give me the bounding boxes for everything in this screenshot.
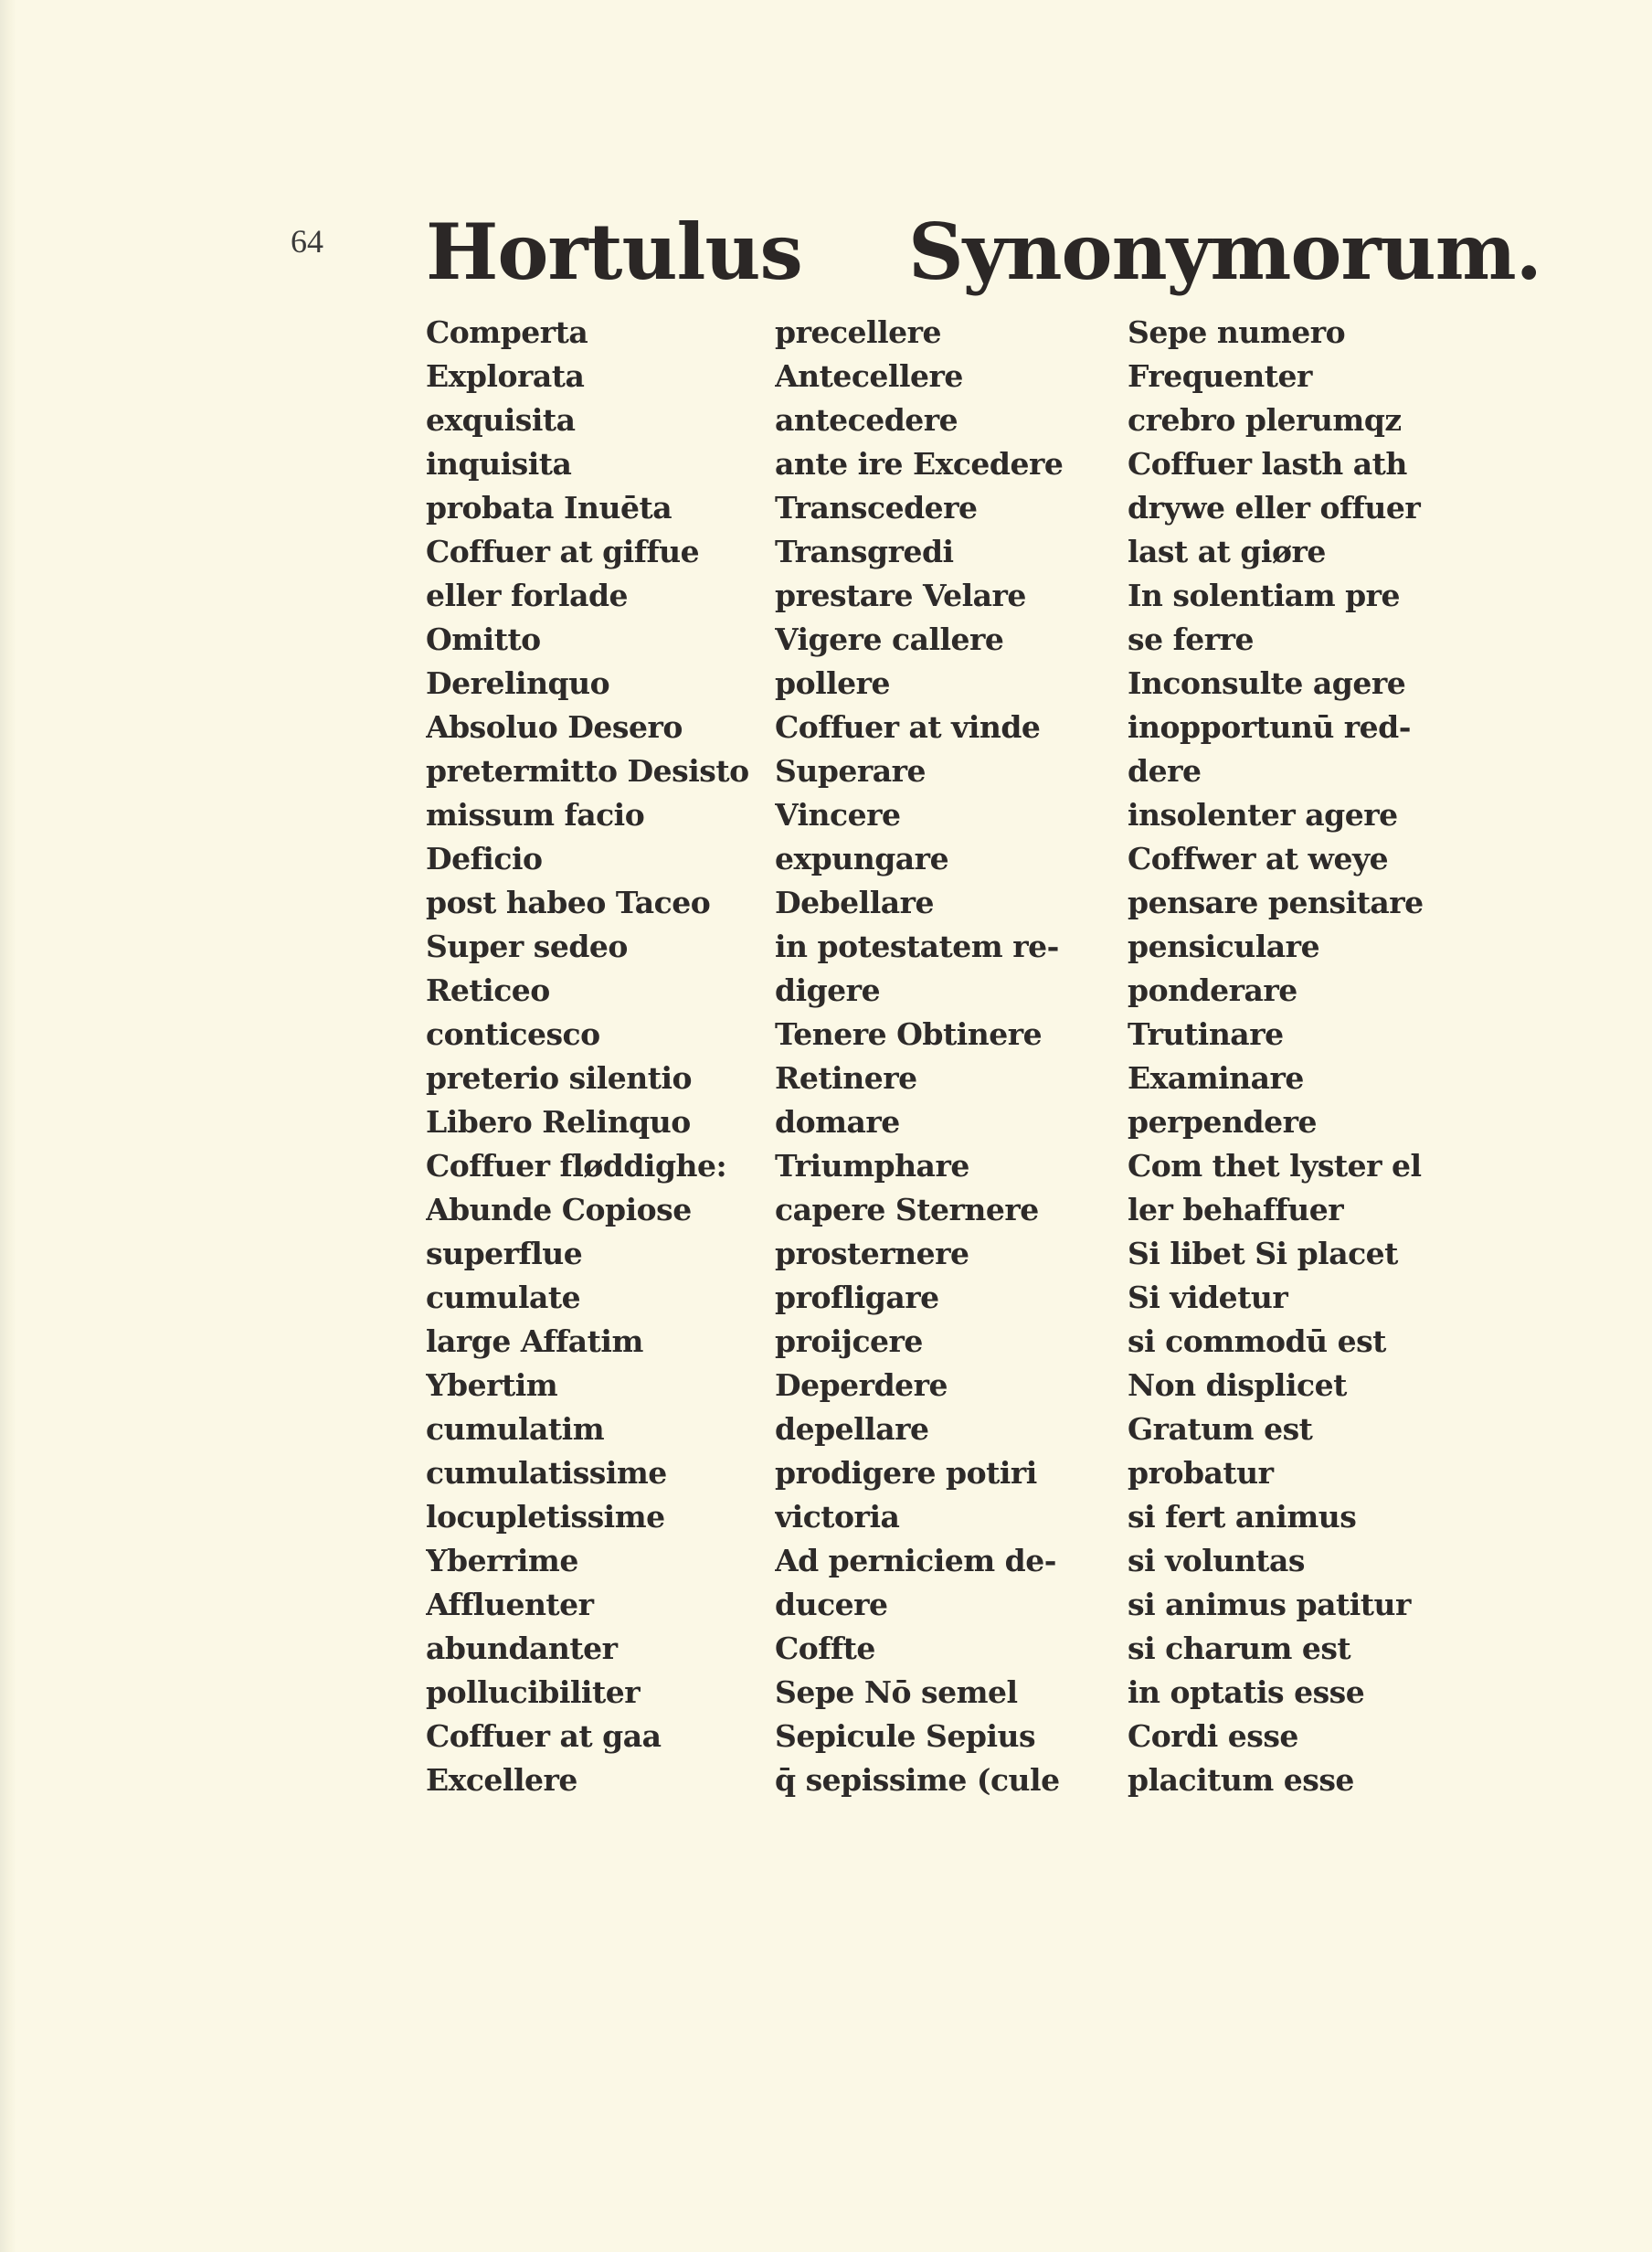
text-line: post habeo Taceo <box>426 885 711 920</box>
text-line: Cordi esse <box>1128 1718 1298 1754</box>
text-line: cumulatim <box>426 1411 605 1447</box>
text-line: Vigere callere <box>775 621 1004 657</box>
text-line: superflue <box>426 1236 583 1271</box>
text-line: Superare <box>775 753 927 789</box>
text-line: cumulatissime <box>426 1455 667 1491</box>
text-line: capere Sternere <box>775 1192 1039 1227</box>
text-line: Coffwer at weye <box>1128 841 1389 876</box>
text-line: ler behaffuer <box>1128 1192 1344 1227</box>
text-line: digere <box>775 972 881 1008</box>
text-line: q̄ sepissime (cule <box>775 1762 1060 1798</box>
text-line: profligare <box>775 1280 939 1315</box>
text-line: Triumphare <box>775 1148 969 1184</box>
text-line: preterio silentio <box>426 1060 693 1096</box>
title-hortulus: Hortulus <box>426 207 802 297</box>
text-line: Comperta <box>426 314 588 350</box>
text-columns <box>0 311 1652 1828</box>
text-line: Excellere <box>426 1762 577 1798</box>
text-line: inquisita <box>426 446 572 482</box>
text-line: Coffuer lasth ath <box>1128 446 1407 482</box>
text-line: Libero Relinquo <box>426 1104 691 1140</box>
text-line: Deperdere <box>775 1367 948 1403</box>
text-line: pollere <box>775 665 891 701</box>
text-line: Transcedere <box>775 490 978 526</box>
text-line: pensare pensitare <box>1128 885 1424 920</box>
text-line: locupletissime <box>426 1499 665 1535</box>
text-line: Gratum est <box>1128 1411 1313 1447</box>
text-line: depellare <box>775 1411 929 1447</box>
text-line: Sepe numero <box>1128 314 1346 350</box>
text-line: si animus patitur <box>1128 1587 1411 1622</box>
text-line: probatur <box>1128 1455 1274 1491</box>
text-line: antecedere <box>775 402 958 438</box>
text-line: Non displicet <box>1128 1367 1347 1403</box>
text-line: si fert animus <box>1128 1499 1357 1535</box>
text-line: ante ire Excedere <box>775 446 1064 482</box>
text-line: Com thet lyster el <box>1128 1148 1422 1184</box>
text-line: Inconsulte agere <box>1128 665 1406 701</box>
text-line: eller forlade <box>426 578 629 613</box>
text-line: large Affatim <box>426 1323 643 1359</box>
text-line: missum facio <box>426 797 645 833</box>
text-line: proijcere <box>775 1323 923 1359</box>
text-line: abundanter <box>426 1631 618 1666</box>
text-line: insolenter agere <box>1128 797 1398 833</box>
text-line: in potestatem re- <box>775 929 1059 964</box>
text-line: Ybertim <box>426 1367 558 1403</box>
text-line: Coffuer at giffue <box>426 534 700 569</box>
text-line: Si libet Si placet <box>1128 1236 1398 1271</box>
text-line: pollucibiliter <box>426 1674 641 1710</box>
text-line: prestare Velare <box>775 578 1026 613</box>
text-line: Deficio <box>426 841 543 876</box>
text-line: precellere <box>775 314 941 350</box>
text-line: inopportunū red- <box>1128 709 1411 745</box>
column-2 <box>775 311 1117 1802</box>
text-line: se ferre <box>1128 621 1255 657</box>
text-line: domare <box>775 1104 900 1140</box>
text-line: Super sedeo <box>426 929 628 964</box>
text-line: Transgredi <box>775 534 954 569</box>
text-line: victoria <box>775 1499 900 1535</box>
text-line: Absoluo Desero <box>426 709 683 745</box>
column-3 <box>1128 311 1480 1802</box>
text-line: Tenere Obtinere <box>775 1016 1043 1052</box>
text-line: prosternere <box>775 1236 969 1271</box>
text-line: last at giøre <box>1128 534 1326 569</box>
text-line: ponderare <box>1128 972 1297 1008</box>
text-line: conticesco <box>426 1016 600 1052</box>
text-line: Derelinquo <box>426 665 610 701</box>
text-line: Affluenter <box>426 1587 594 1622</box>
text-line: si voluntas <box>1128 1543 1306 1578</box>
text-line: pensiculare <box>1128 929 1320 964</box>
text-line: Antecellere <box>775 358 963 394</box>
text-line: Sepe Nō semel <box>775 1674 1018 1710</box>
text-line: ducere <box>775 1587 888 1622</box>
text-line: probata Inuēta <box>426 490 672 526</box>
column-1 <box>426 311 764 1802</box>
text-line: Explorata <box>426 358 585 394</box>
text-line: Coffuer at vinde <box>775 709 1041 745</box>
text-line: exquisita <box>426 402 576 438</box>
text-line: perpendere <box>1128 1104 1317 1140</box>
text-line: Omitto <box>426 621 541 657</box>
text-line: expungare <box>775 841 949 876</box>
text-line: Abunde Copiose <box>426 1192 692 1227</box>
text-line: crebro plerumqz <box>1128 402 1402 438</box>
text-line: si charum est <box>1128 1631 1351 1666</box>
text-line: Retinere <box>775 1060 917 1096</box>
text-line: Vincere <box>775 797 901 833</box>
text-line: placitum esse <box>1128 1762 1354 1798</box>
text-line: Frequenter <box>1128 358 1312 394</box>
text-line: Trutinare <box>1128 1016 1284 1052</box>
text-line: Si videtur <box>1128 1280 1288 1315</box>
text-line: Coffuer fløddighe: <box>426 1148 727 1184</box>
text-line: prodigere potiri <box>775 1455 1037 1491</box>
text-line: Coffuer at gaa <box>426 1718 662 1754</box>
text-line: Debellare <box>775 885 935 920</box>
text-line: Examinare <box>1128 1060 1304 1096</box>
text-line: Yberrime <box>426 1543 578 1578</box>
text-line: si commodū est <box>1128 1323 1386 1359</box>
text-line: in optatis esse <box>1128 1674 1365 1710</box>
text-line: drywe eller offuer <box>1128 490 1421 526</box>
text-line: In solentiam pre <box>1128 578 1401 613</box>
text-line: Reticeo <box>426 972 550 1008</box>
page-number: 64 <box>291 223 323 260</box>
title-synonymorum: Synonymorum. <box>908 207 1541 297</box>
text-line: dere <box>1128 753 1202 789</box>
text-line: Sepicule Sepius <box>775 1718 1036 1754</box>
page-header <box>426 207 1541 314</box>
text-line: pretermitto Desisto <box>426 753 749 789</box>
text-line: Coffte <box>775 1631 875 1666</box>
text-line: Ad perniciem de- <box>775 1543 1056 1578</box>
text-line: cumulate <box>426 1280 581 1315</box>
